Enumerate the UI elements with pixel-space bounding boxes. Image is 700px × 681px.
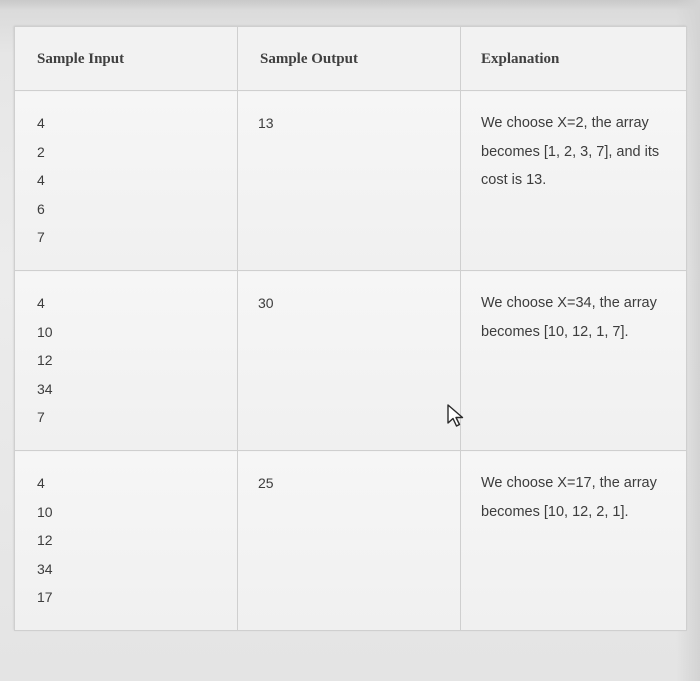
output-cell bbox=[238, 91, 461, 271]
input-value: 4 bbox=[37, 172, 45, 188]
input-value: 7 bbox=[37, 409, 45, 425]
input-value: 4 bbox=[37, 115, 45, 131]
input-value: 10 bbox=[37, 503, 53, 520]
input-value: 7 bbox=[37, 229, 45, 245]
explanation-cell bbox=[461, 91, 687, 271]
explanation-cell bbox=[461, 271, 687, 451]
input-value: 34 bbox=[37, 380, 53, 397]
table-header-row bbox=[15, 27, 687, 91]
header-explanation: Explanation bbox=[461, 27, 687, 91]
input-value: 17 bbox=[37, 589, 53, 605]
explanation-text: We choose X=17, the array becomes [10, 12, 2, 1]. bbox=[481, 475, 657, 520]
sample-table bbox=[14, 26, 687, 631]
header-sample-input: Sample Input bbox=[15, 27, 238, 91]
input-value: 34 bbox=[37, 560, 53, 577]
input-cell bbox=[15, 91, 238, 271]
input-cell bbox=[15, 451, 238, 631]
explanation-text: We choose X=34, the array becomes [10, 12, 1, 7]. bbox=[481, 295, 657, 340]
sample-table-container bbox=[14, 26, 686, 630]
input-value: 10 bbox=[37, 323, 53, 340]
input-value: 4 bbox=[37, 295, 45, 311]
output-value: 13 bbox=[258, 115, 274, 131]
input-value: 12 bbox=[37, 352, 53, 368]
screen-top-edge bbox=[0, 0, 700, 10]
explanation-cell bbox=[461, 451, 687, 631]
explanation-text: We choose X=2, the array becomes [1, 2, 3, 7], and its cost is 13. bbox=[481, 115, 660, 188]
mouse-pointer-icon bbox=[446, 403, 466, 429]
output-cell bbox=[238, 271, 461, 451]
input-value: 4 bbox=[37, 475, 45, 491]
table-row bbox=[15, 451, 687, 631]
output-value: 30 bbox=[258, 295, 274, 311]
table-row bbox=[15, 271, 687, 451]
input-value: 2 bbox=[37, 143, 45, 160]
header-sample-output: Sample Output bbox=[238, 27, 461, 91]
input-value: 12 bbox=[37, 532, 53, 548]
table-row bbox=[15, 91, 687, 271]
output-value: 25 bbox=[258, 475, 274, 491]
input-cell bbox=[15, 271, 238, 451]
output-cell bbox=[238, 451, 461, 631]
input-value: 6 bbox=[37, 200, 45, 217]
